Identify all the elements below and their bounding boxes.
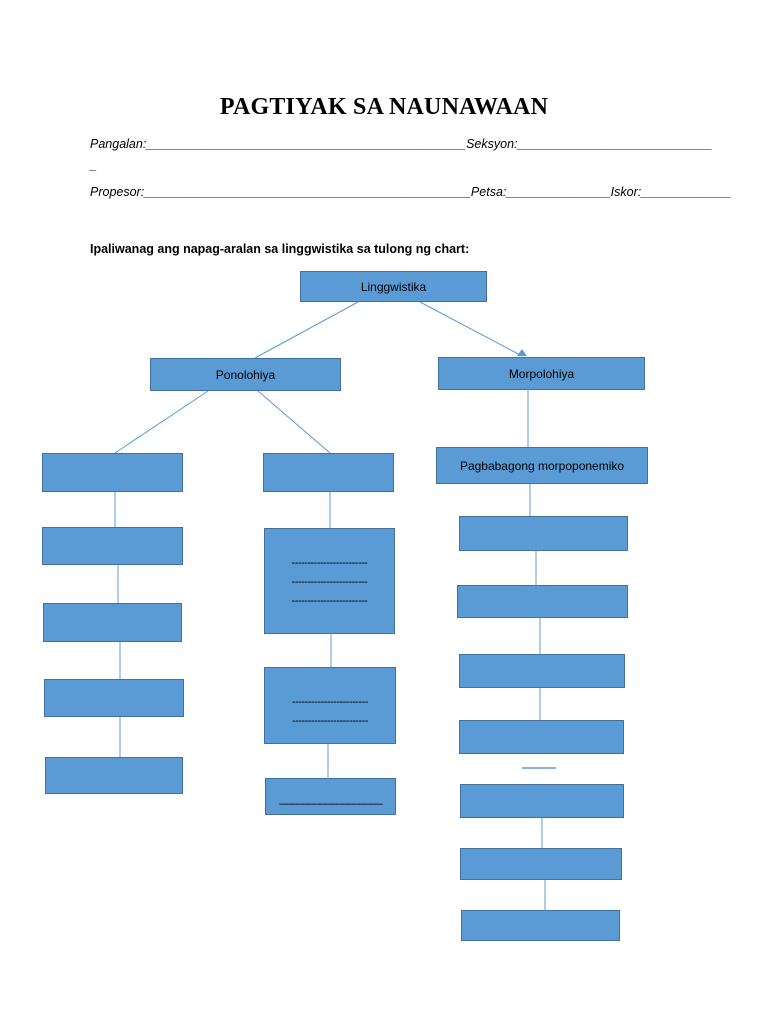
dash-line: ------------------------	[291, 576, 368, 588]
blank-box	[42, 527, 183, 565]
page-title: PAGTIYAK SA NAUNAWAAN	[219, 94, 549, 120]
dashed-answer-box	[264, 528, 395, 634]
connector-root-right	[420, 302, 522, 356]
underline-answer-box	[265, 778, 396, 815]
blank-box	[263, 453, 394, 492]
box-label: Linggwistika	[360, 279, 427, 294]
box-linggwistika	[300, 271, 487, 302]
dash-line: ------------------------	[291, 557, 368, 569]
dash-line: ------------------------	[292, 696, 368, 708]
blank-box	[42, 453, 183, 492]
arrowhead	[517, 349, 527, 356]
box-pagbabagong-morpoponemiko	[436, 447, 648, 484]
blank-box	[460, 784, 624, 818]
professor-date-score-line: Propesor:_______________________________________________Petsa:_______________Iskor:_____________	[90, 185, 732, 199]
blank-box	[461, 910, 620, 941]
box-label: Pagbabagong morpoponemiko	[459, 458, 625, 473]
box-label: Morpolohiya	[508, 366, 575, 381]
connector-ponolohiya-right	[258, 391, 330, 453]
blank-box	[459, 516, 628, 551]
underline-blank: __________________	[279, 790, 382, 805]
box-morpolohiya	[438, 357, 645, 390]
blank-box	[45, 757, 183, 794]
dash-line: ------------------------	[291, 595, 368, 607]
blank-box	[460, 848, 622, 880]
connector-root-left	[255, 302, 358, 358]
connector-ponolohiya-left	[115, 391, 208, 453]
name-section-line: Pangalan:______________________________________________Seksyon:____________________________	[90, 137, 713, 151]
blank-box	[43, 603, 182, 642]
blank-box	[457, 585, 628, 618]
box-label: Ponolohiya	[215, 367, 276, 382]
blank-box	[459, 720, 624, 754]
dashed-answer-box	[264, 667, 396, 744]
box-ponolohiya	[150, 358, 341, 391]
dash-line: ------------------------	[292, 715, 368, 727]
blank-box	[459, 654, 625, 688]
name-section-line-wrap: _	[90, 158, 97, 172]
blank-box	[44, 679, 184, 717]
instruction-text: Ipaliwanag ang napag-aralan sa linggwistika sa tulong ng chart:	[90, 242, 470, 256]
